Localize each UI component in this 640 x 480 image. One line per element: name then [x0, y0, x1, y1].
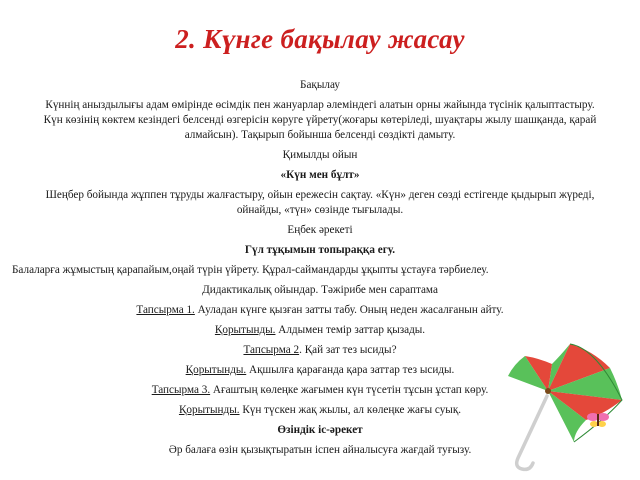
conclusion-3-label: Қорытынды. — [178, 404, 240, 416]
conclusion-1-label: Қорытынды. — [214, 324, 276, 336]
slide-title: 2. Күнге бақылау жасау — [175, 24, 465, 54]
section-heading-observation: Бақылау — [300, 79, 340, 91]
work-paragraph: Балаларға жұмыстың қарапайым,оңай түрін үйрету. Құрал-саймандарды ұқыпты ұстауға тәрбиелеу. — [12, 264, 489, 276]
task-1-text: Ауладан күнге қызған затты табу. Оның неден жасалғанын айту. — [194, 304, 504, 316]
section-heading-didactic: Дидактикалық ойындар. Тәжірибе мен сараптама — [202, 284, 438, 296]
task-1 — [40, 303, 600, 318]
observation-paragraph: Күннің аныздылығы адам өмірінде өсімдік пен жануарлар әлеміндегі алатын орны жайында түсінік қалыптастыру. Күн көзінің көктем кезіндегі белсенді өзгерісін көруге үйрету(жоғары көтеріледі, шуақтары жылу шашқанда, қарай алмайсын). Тақырып бойынша белсенді сөздікті дамыту. — [43, 99, 597, 141]
conclusion-3-text: Күн түскен жақ жылы, ал көлеңке жағы суық. — [239, 404, 462, 416]
task-3-text: Ағаштың көлеңке жағымен күн түсетін тұсын ұстап көру. — [210, 384, 489, 396]
conclusion-2-label: Қорытынды. — [185, 364, 247, 376]
conclusion-1-text: Алдымен темір заттар қызады. — [275, 324, 426, 336]
section-heading-work: Еңбек әрекеті — [287, 224, 353, 236]
task-1-label: Тапсырма 1. — [136, 304, 195, 316]
task-3-label: Тапсырма 3. — [151, 384, 211, 396]
work-name: Гүл тұқымын топыраққа егу. — [244, 244, 396, 256]
game-name: «Күн мен бұлт» — [280, 169, 360, 181]
task-2-text: . Қай зат тез ысиды? — [299, 344, 397, 356]
umbrella-illustration — [500, 336, 640, 476]
conclusion-2-text: Ақшылға қарағанда қара заттар тез ысиды. — [246, 364, 455, 376]
independent-paragraph: Әр балаға өзін қызықтыратын іспен айналысуға жағдай туғызу. — [168, 444, 472, 456]
game-paragraph: Шеңбер бойында жұппен тұруды жалғастыру, ойын ережесін сақтау. «Күн» деген сөзді естігенде қыдырып жүреді, ойнайды, «түн» сөзінде тығылады. — [45, 189, 595, 216]
section-heading-game: Қимылды ойын — [282, 149, 358, 161]
task-2-label: Тапсырма 2 — [243, 344, 300, 356]
section-heading-independent: Өзіндік іс-әрекет — [277, 424, 363, 436]
